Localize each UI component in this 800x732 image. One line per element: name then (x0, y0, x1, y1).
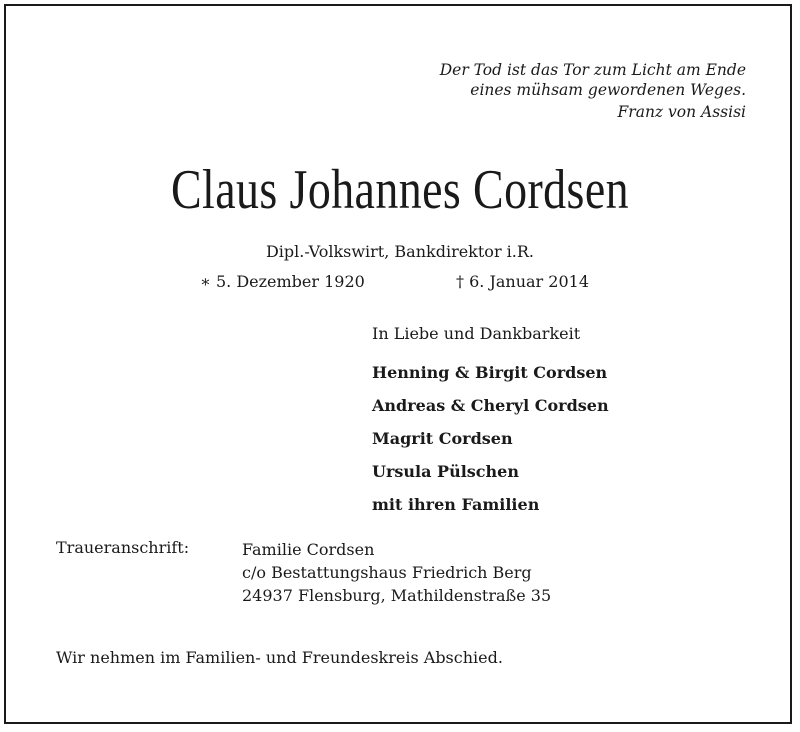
mourner-name: Andreas & Cheryl Cordsen (372, 396, 609, 415)
mourner-name: Ursula Pülschen (372, 462, 519, 481)
mourner-name: Magrit Cordsen (372, 429, 513, 448)
epigraph-line-2: eines mühsam gewordenen Weges. (470, 81, 746, 99)
death-date: † 6. Januar 2014 (456, 272, 589, 291)
birth-date: ∗ 5. Dezember 1920 (200, 272, 365, 291)
epigraph-author: Franz von Assisi (617, 103, 746, 121)
mourners-intro: In Liebe und Dankbarkeit (372, 324, 581, 343)
deceased-name: Claus Johannes Cordsen (171, 159, 629, 221)
address-label: Traueranschrift: (56, 538, 190, 557)
deceased-title: Dipl.-Volkswirt, Bankdirektor i.R. (265, 242, 535, 261)
mourner-name: Henning & Birgit Cordsen (372, 363, 608, 382)
address-line: Familie Cordsen (242, 540, 375, 559)
mourners-list (372, 362, 609, 527)
address-block (242, 538, 551, 607)
farewell-note: Wir nehmen im Familien- und Freundeskreis Abschied. (56, 648, 503, 667)
epigraph-line-1: Der Tod ist das Tor zum Licht am Ende (439, 61, 746, 79)
mourner-name: mit ihren Familien (372, 495, 540, 514)
address-line: 24937 Flensburg, Mathildenstraße 35 (242, 586, 552, 605)
address-line: c/o Bestattungshaus Friedrich Berg (242, 563, 532, 582)
epigraph (440, 60, 746, 122)
